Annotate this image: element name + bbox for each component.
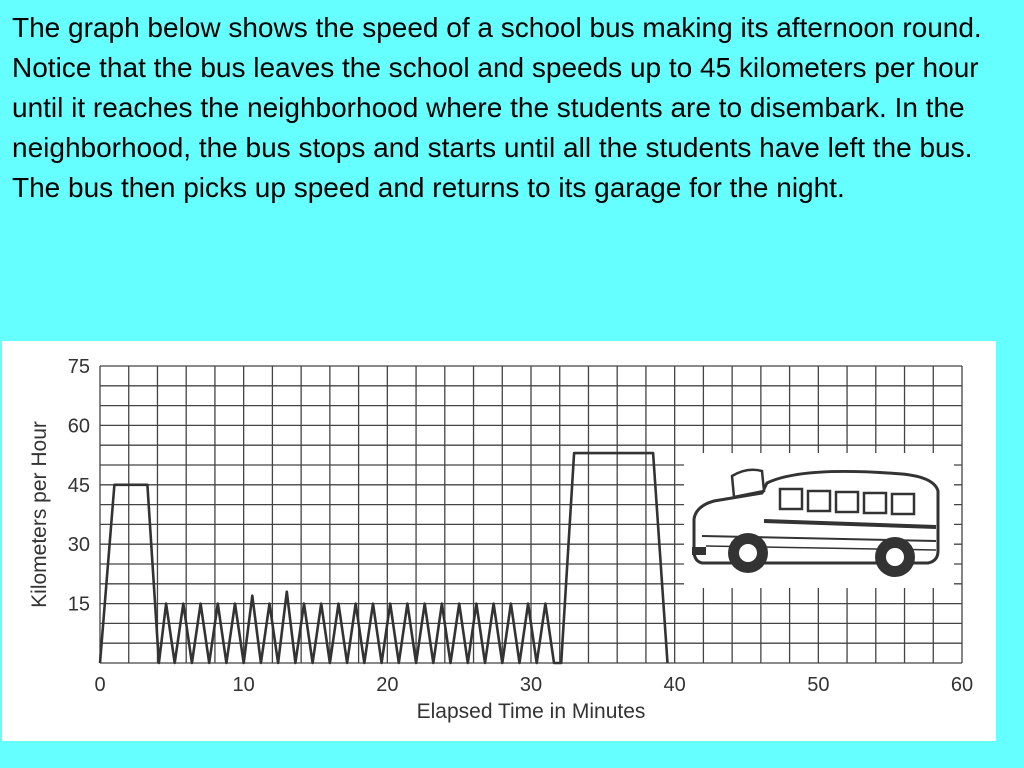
bus-window	[864, 493, 886, 513]
bus-window	[836, 492, 858, 512]
bus-window	[808, 491, 830, 511]
speed-time-chart	[2, 341, 996, 741]
bus-hubcap	[886, 548, 904, 566]
bus-windshield	[732, 470, 764, 497]
y-tick-label: 60	[67, 415, 90, 438]
x-tick-label: 10	[232, 674, 255, 696]
bus-hubcap	[739, 544, 757, 562]
x-tick-label: 0	[94, 674, 106, 696]
y-tick-label: 75	[67, 356, 90, 378]
y-tick-label: 15	[67, 593, 90, 616]
bus-window	[892, 494, 914, 514]
school-bus-illustration	[684, 453, 954, 588]
intro-paragraph: The graph below shows the speed of a school bus making its afternoon round. Notice that the bus leaves the school and speeds up to 45 kilometers per hour until it reaches the neighborhood where the students are to disembark. In the neighborhood, the bus stops and starts until all the students have left the bus. The bus then picks up speed and returns to its garage for the night.	[12, 12, 982, 203]
y-axis-label: Kilometers per Hour	[28, 421, 51, 608]
y-tick-label: 30	[67, 534, 90, 557]
x-axis-label: Elapsed Time in Minutes	[416, 700, 646, 723]
chart-panel	[2, 341, 996, 741]
x-tick-label: 20	[376, 674, 399, 696]
x-tick-label: 60	[950, 674, 974, 696]
y-tick-label: 45	[67, 474, 90, 497]
x-tick-label: 50	[807, 674, 830, 696]
x-tick-label: 40	[663, 674, 686, 696]
bus-window	[780, 489, 802, 509]
x-tick-label: 30	[519, 674, 543, 696]
bus-bumper	[692, 547, 706, 555]
